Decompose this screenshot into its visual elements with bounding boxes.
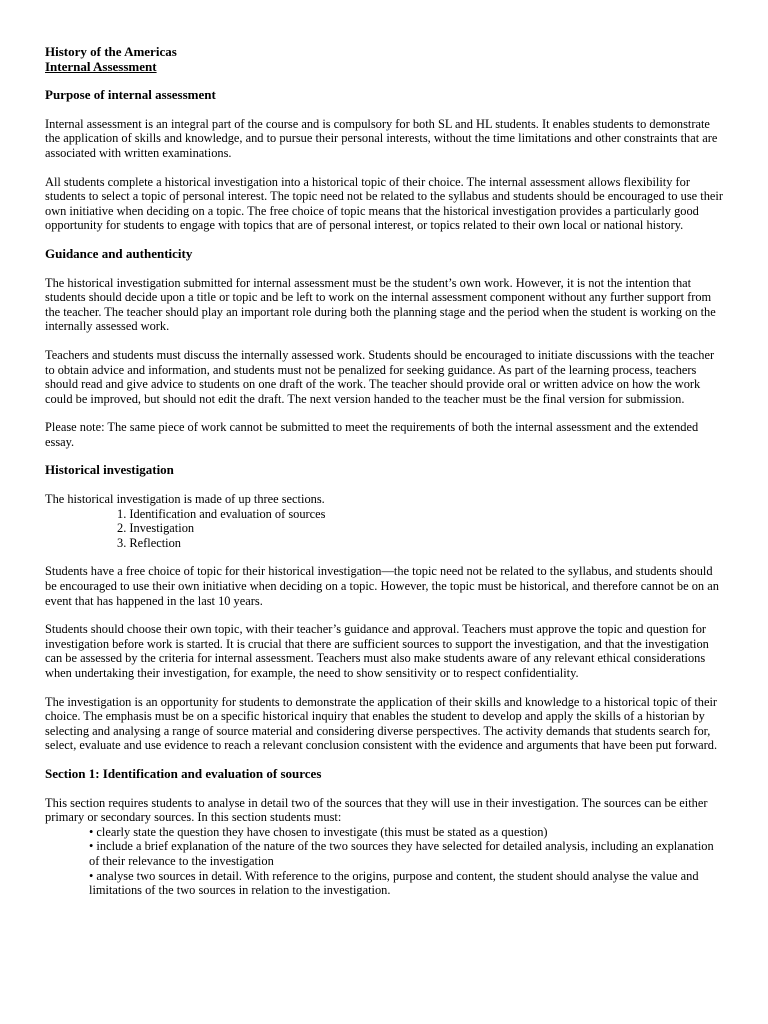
paragraph: Students should choose their own topic, with their teacher’s guidance and approval. Teachers must approve the topic and question for investigation before work is started. It is crucial that there are sufficient sources to support the investigation, and that the investigation can be assessed by the criteria for internal assessment. Teachers must also make students aware of any relevant ethical considerations when undertaking their investigation, for example, the need to show sensitivity or to respect confidentiality.: [45, 622, 709, 680]
paragraph: The investigation is an opportunity for students to demonstrate the application of their skills and knowledge to a historical topic of their choice. The emphasis must be on a specific historical inquiry that enables the student to develop and apply the skills of a historian by selecting and analysing a range of source material and considering diverse perspectives. The activity demands that students search for, select, evaluate and use evidence to reach a relevant conclusion consistent with the evidence and arguments that have been put forward.: [45, 694, 718, 753]
section-list: [45, 507, 725, 551]
paragraph: This section requires students to analyse in detail two of the sources that they will use in their investigation. The sources can be either primary or secondary sources. In this section students must:: [45, 795, 708, 825]
paragraph: The historical investigation submitted for internal assessment must be the student’s own work. However, it is not the intention that students should decide upon a title or topic and be left to work on the internal assessment component without any further support from the teacher. The teacher should play an important role during both the planning stage and the period when the student is working on the internally assessed work.: [45, 275, 716, 334]
list-item: • clearly state the question they have chosen to investigate (this must be stated as a question): [89, 824, 548, 839]
paragraph: Students have a free choice of topic for their historical investigation—the topic need not be related to the syllabus, and students should be encouraged to use their own initiative when deciding on a topic. However, the topic must be historical, and therefore cannot be on an event that has happened in the last 10 years.: [45, 564, 719, 608]
paragraph: The historical investigation is made of up three sections.: [45, 492, 325, 507]
document-content: [45, 45, 725, 898]
list-item: 1. Identification and evaluation of sources: [117, 506, 326, 521]
list-item: • include a brief explanation of the nature of the two sources they have selected for detailed analysis, including an explanation of their relevance to the investigation: [89, 839, 714, 868]
document-title: History of the Americas: [45, 44, 177, 59]
paragraph: Internal assessment is an integral part of the course and is compulsory for both SL and HL students. It enables students to demonstrate the application of skills and knowledge, and to pursue their personal interests, without the time limitations and other constraints that are associated with written examinations.: [45, 116, 718, 160]
list-item: 3. Reflection: [117, 535, 181, 550]
paragraph: Please note: The same piece of work cannot be submitted to meet the requirements of both the internal assessment and the extended essay.: [45, 420, 699, 449]
list-item: 2. Investigation: [117, 521, 195, 536]
section-heading-section-1: Section 1: Identification and evaluation of sources: [45, 765, 322, 781]
section-heading-historical-investigation: Historical investigation: [45, 462, 174, 478]
bullet-list: [45, 825, 725, 898]
paragraph: All students complete a historical investigation into a historical topic of their choice. The internal assessment allows flexibility for students to select a topic of personal interest. The topic need not be related to the syllabus and students should be encouraged to use their own initiative when deciding on a topic. The free choice of topic means that the historical investigation provides a particularly good opportunity for students to engage with topics that are of personal interest, or topics related to their own local or national history.: [45, 174, 723, 233]
section-heading-purpose: Purpose of internal assessment: [45, 87, 216, 103]
paragraph: Teachers and students must discuss the internally assessed work. Students should be encouraged to initiate discussions with the teacher to obtain advice and information, and students must not be penalized for seeking guidance. As part of the learning process, teachers should read and give advice to students on one draft of the work. The teacher should provide oral or written advice on how the work could be improved, but should not edit the draft. The next version handed to the teacher must be the final version for submission.: [45, 347, 715, 406]
section-heading-guidance: Guidance and authenticity: [45, 245, 193, 261]
document-subtitle: Internal Assessment: [45, 58, 157, 74]
list-item: • analyse two sources in detail. With reference to the origins, purpose and content, the student should analyse the value and limitations of the two sources in relation to the investigation.: [89, 868, 699, 898]
